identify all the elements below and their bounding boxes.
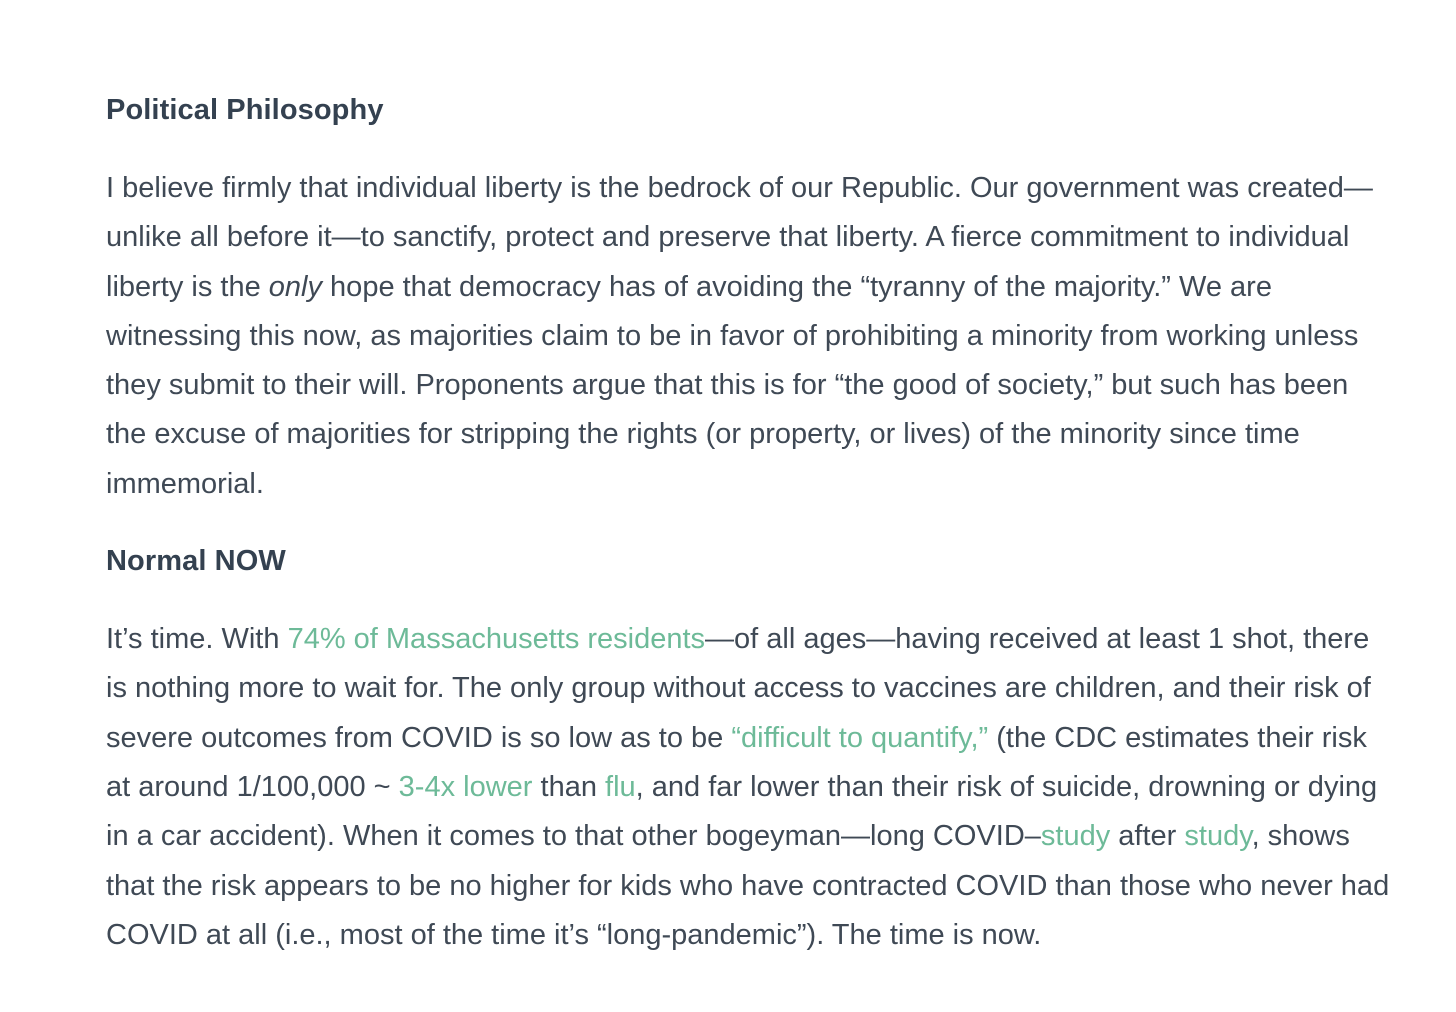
paragraph-text: , and far lower than their risk of suicide, drowning or dying in a car accident). When it comes to that other bogeyman—long COVID– — [106, 770, 1378, 853]
paragraph-text: (the CDC estimates their risk at around 1/100,000 ~ — [106, 721, 1367, 803]
link-study-2[interactable]: study — [1184, 820, 1252, 853]
paragraph-text: I believe firmly that individual liberty is the bedrock of our Republic. Our government was created—unlike all before it—to sanctify, protect and preserve that liberty. A fierce commitment to individual liberty is the — [106, 172, 1373, 303]
section-heading-normal-now: Normal NOW — [106, 545, 286, 578]
link-study-1[interactable]: study — [1040, 820, 1111, 853]
link-massachusetts-residents[interactable]: 74% of Massachusetts residents — [287, 623, 706, 656]
paragraph-text: than — [532, 770, 606, 803]
political-philosophy-paragraph — [106, 164, 1396, 509]
emphasis-text: only — [268, 270, 322, 303]
paragraph-text: hope that democracy has of avoiding the “tyranny of the majority.” We are witnessing this now, as majorities claim to be in favor of prohibiting a minority from working unless they submit to their will. Proponents argue that this is for “the good of society,” but such has been the excuse of majorities for stripping the rights (or property, or lives) of the minority since time immemorial. — [106, 270, 1359, 500]
paragraph-text: It’s time. With — [106, 623, 288, 656]
link-difficult-to-quantify[interactable]: “difficult to quantify,” — [731, 721, 989, 754]
link-3-4x-lower[interactable]: 3-4x lower — [398, 770, 533, 803]
normal-now-paragraph — [106, 615, 1396, 960]
section-heading-political-philosophy: Political Philosophy — [106, 94, 384, 126]
paragraph-text: —of all ages—having received at least 1 shot, there is nothing more to wait for. The only group without access to vaccines are children, and their risk of severe outcomes from COVID is so low as to be — [106, 623, 1371, 754]
link-flu[interactable]: flu — [605, 770, 636, 803]
paragraph-text: after — [1110, 820, 1185, 853]
paragraph-text: , shows that the risk appears to be no higher for kids who have contracted COVID than those who never had COVID at all (i.e., most of the time it’s “long-pandemic”). The time is now. — [106, 820, 1390, 951]
